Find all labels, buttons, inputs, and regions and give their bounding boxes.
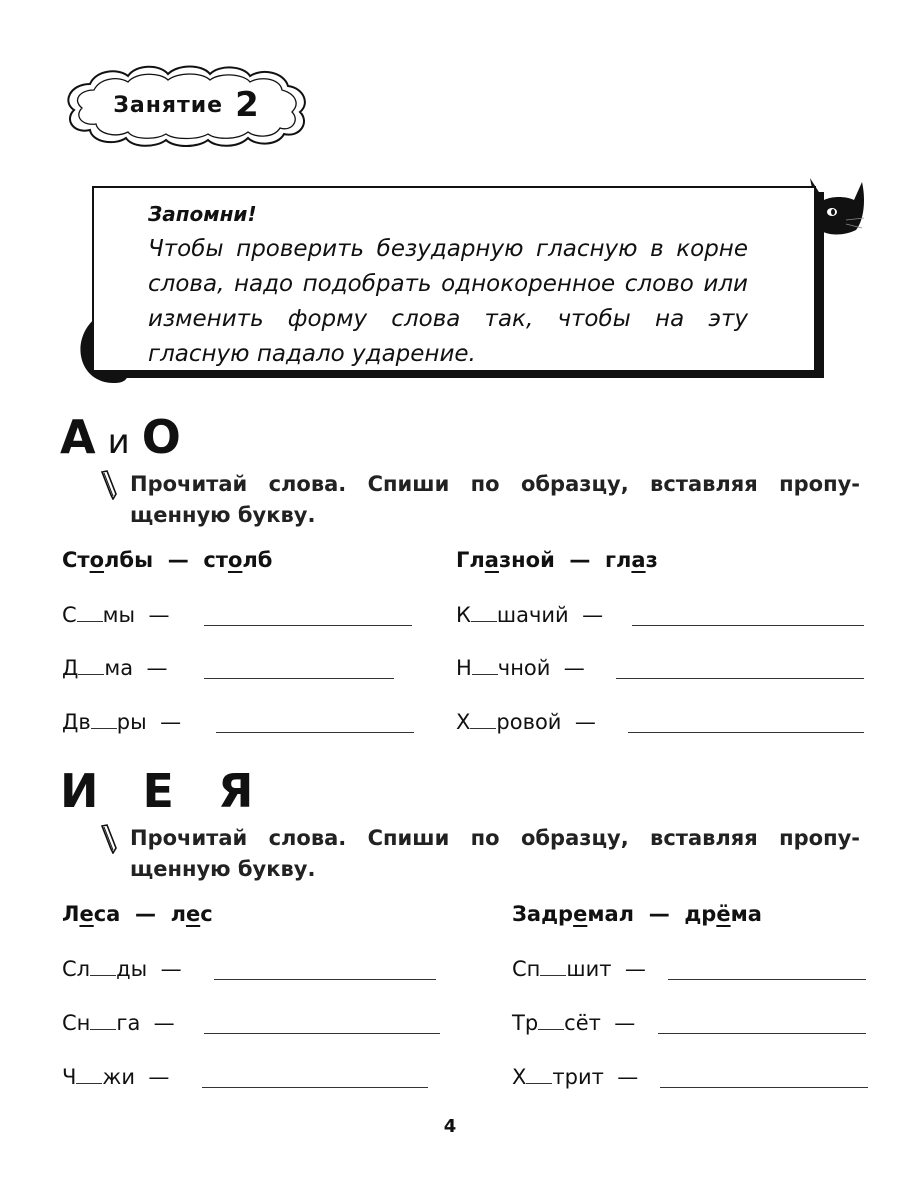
- answer-line[interactable]: [216, 732, 414, 733]
- pencil-icon: [98, 824, 120, 854]
- exercise-item: Сп шит —: [512, 957, 646, 981]
- exercise-item: К шачий —: [456, 603, 604, 627]
- section2-example-right: Задремал — дрёма: [512, 902, 762, 926]
- page-number: 4: [443, 1116, 457, 1137]
- section1-instruction: Прочитай слова. Спиши по образцу, вставляя пропу-щенную букву.: [130, 472, 860, 527]
- answer-line[interactable]: [668, 979, 866, 980]
- section1-title-a: А: [60, 410, 100, 464]
- section2-title: И Е Я: [60, 764, 268, 818]
- highlight-letter: е: [185, 902, 201, 926]
- answer-line[interactable]: [616, 678, 864, 679]
- section2-instruction: Прочитай слова. Спиши по образцу, вставляя пропу-щенную букву.: [130, 826, 860, 881]
- section1-example-left: Столбы — столб: [62, 548, 273, 572]
- answer-line[interactable]: [214, 979, 436, 980]
- answer-line[interactable]: [660, 1087, 868, 1088]
- answer-line[interactable]: [658, 1033, 866, 1034]
- exercise-item: Н чной —: [456, 656, 585, 680]
- exercise-item: Х ровой —: [456, 710, 596, 734]
- answer-line[interactable]: [202, 1087, 428, 1088]
- highlight-letter: о: [227, 548, 243, 572]
- exercise-item: Ч жи —: [62, 1065, 170, 1089]
- exercise-item: Тр сёт —: [512, 1011, 636, 1035]
- exercise-item: Сн га —: [62, 1011, 175, 1035]
- answer-line[interactable]: [204, 1033, 440, 1034]
- exercise-item: Дв ры —: [62, 710, 182, 734]
- highlight-letter: а: [484, 548, 499, 572]
- section2-example-left: Леса — лес: [62, 902, 213, 926]
- answer-line[interactable]: [204, 678, 394, 679]
- highlight-letter: ё: [716, 902, 731, 926]
- exercise-item: С мы —: [62, 603, 170, 627]
- pencil-icon: [98, 470, 120, 500]
- highlight-letter: е: [573, 902, 588, 926]
- section1-title-o: О: [141, 410, 185, 464]
- section1-title: [60, 410, 185, 464]
- rule-heading: Запомни!: [148, 202, 257, 226]
- highlight-letter: е: [79, 902, 94, 926]
- lesson-badge: [60, 62, 312, 148]
- exercise-item: Д ма —: [62, 656, 168, 680]
- section1-title-and: и: [107, 422, 134, 462]
- answer-line[interactable]: [628, 732, 864, 733]
- lesson-number: 2: [235, 85, 259, 125]
- rule-text: Чтобы проверить безударную гласную в корне слова, надо подобрать однокоренное слово или изменить форму слова так, чтобы на эту гласную падало ударение.: [148, 236, 748, 367]
- lesson-title: [60, 62, 312, 148]
- highlight-letter: о: [89, 548, 105, 572]
- exercise-item: Сл ды —: [62, 957, 182, 981]
- answer-line[interactable]: [204, 625, 412, 626]
- lesson-word: Занятие: [113, 92, 224, 118]
- exercise-item: Х трит —: [512, 1065, 639, 1089]
- highlight-letter: а: [631, 548, 646, 572]
- answer-line[interactable]: [632, 625, 864, 626]
- section1-example-right: Глазной — глаз: [456, 548, 658, 572]
